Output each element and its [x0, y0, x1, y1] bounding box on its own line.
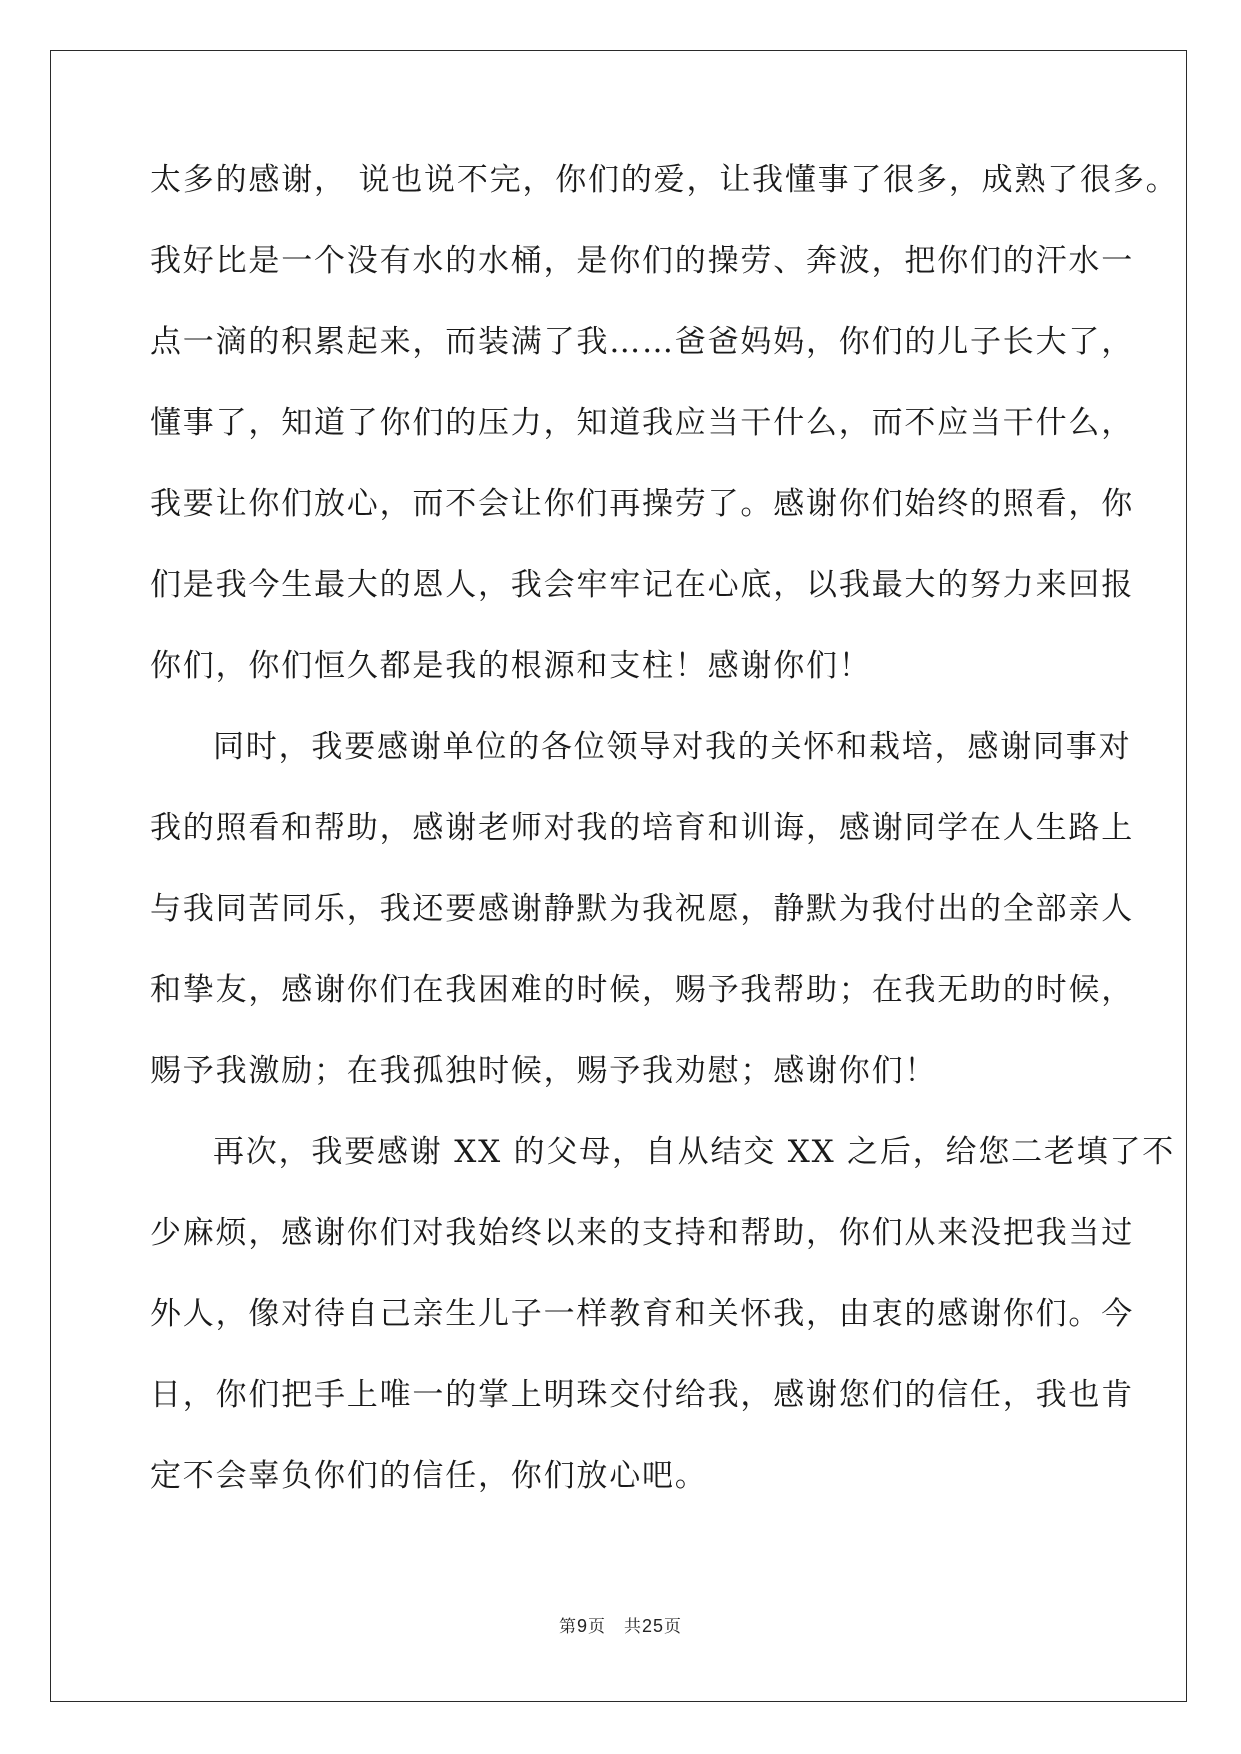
text-line: 定不会辜负你们的信任，你们放心吧。: [150, 1458, 708, 1494]
text-line: 与我同苦同乐，我还要感谢静默为我祝愿，静默为我付出的全部亲人: [150, 891, 1134, 927]
text-line: 我要让你们放心，而不会让你们再操劳了。感谢你们始终的照看，你: [150, 486, 1134, 522]
text-line: 太多的感谢， 说也说不完，你们的爱，让我懂事了很多，成熟了很多。: [150, 162, 1179, 198]
total-suffix: 页: [664, 1617, 683, 1637]
text-line: 懂事了，知道了你们的压力，知道我应当干什么，而不应当干什么，: [150, 405, 1134, 441]
text-line: 我好比是一个没有水的水桶，是你们的操劳、奔波，把你们的汗水一: [150, 243, 1134, 279]
total-prefix: 共: [623, 1617, 642, 1637]
text-line: 日，你们把手上唯一的掌上明珠交付给我，感谢您们的信任，我也肯: [150, 1377, 1134, 1413]
total-pages: 25: [641, 1616, 665, 1636]
text-line: 点一滴的积累起来，而装满了我……爸爸妈妈，你们的儿子长大了，: [150, 324, 1134, 360]
text-line: 你们，你们恒久都是我的根源和支柱！感谢你们！: [150, 648, 872, 684]
text-line: 赐予我激励；在我孤独时候，赐予我劝慰；感谢你们！: [150, 1053, 938, 1089]
page-suffix: 页: [587, 1617, 606, 1637]
text-line: 外人，像对待自己亲生儿子一样教育和关怀我，由衷的感谢你们。今: [150, 1296, 1134, 1332]
paragraph-start-line: 再次，我要感谢 XX 的父母，自从结交 XX 之后，给您二老填了不: [213, 1134, 1176, 1170]
page-footer: [0, 1612, 1241, 1637]
page-number: 9: [576, 1616, 588, 1636]
text-line: 少麻烦，感谢你们对我始终以来的支持和帮助，你们从来没把我当过: [150, 1215, 1134, 1251]
page-prefix: 第: [558, 1617, 577, 1637]
text-line: 们是我今生最大的恩人，我会牢牢记在心底，以我最大的努力来回报: [150, 567, 1134, 603]
document-body: [150, 160, 1179, 1537]
text-line: 我的照看和帮助，感谢老师对我的培育和训诲，感谢同学在人生路上: [150, 810, 1134, 846]
text-line: 和挚友，感谢你们在我困难的时候，赐予我帮助；在我无助的时候，: [150, 972, 1134, 1008]
paragraph-start-line: 同时，我要感谢单位的各位领导对我的关怀和栽培，感谢同事对: [213, 729, 1132, 765]
